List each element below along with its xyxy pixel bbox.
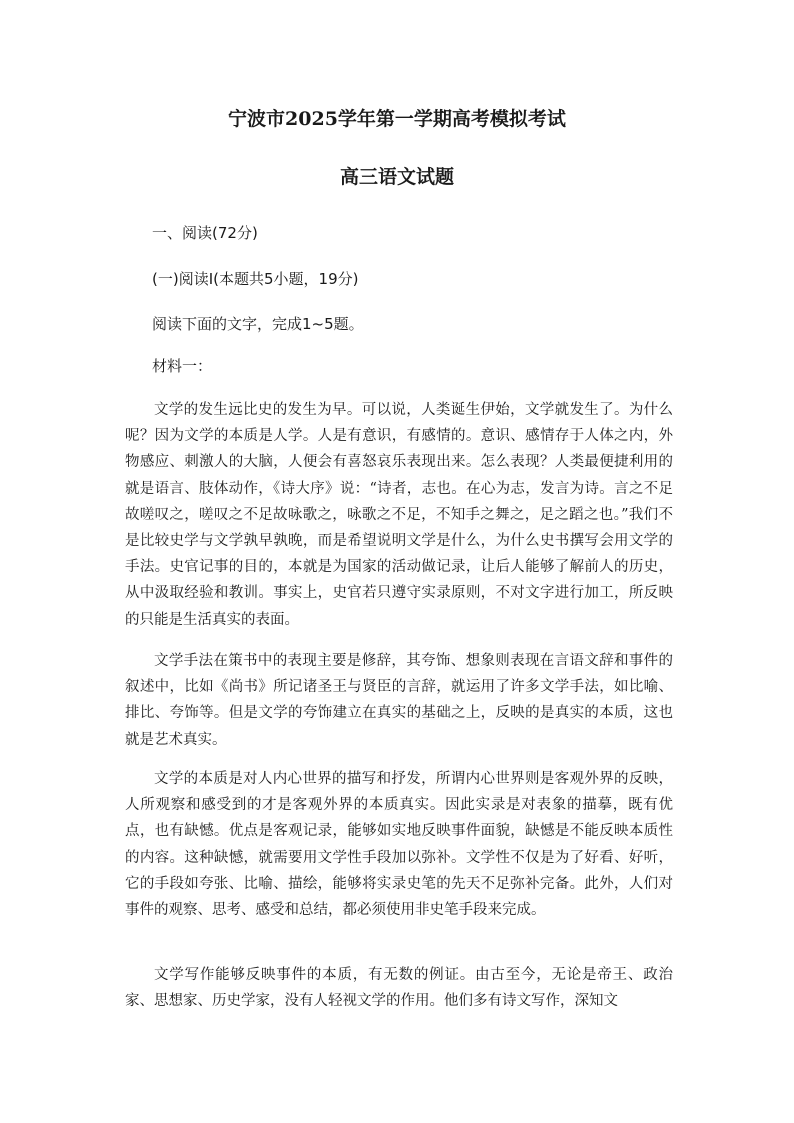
- subsection-heading: (一)阅读Ⅰ(本题共5小题，19分): [152, 270, 359, 288]
- paragraph: 文学的发生远比史的发生为早。可以说，人类诞生伊始，文学就发生了。为什么呢？因为文学的本质是人学。人是有意识，有感情的。意识、感情存于人体之内，外物感应、刺激人的大脑，人便会有喜怒哀乐表现出来。怎么表现？人类最便捷利用的就是语言、肢体动作，《诗大序》说：“诗者，志也。在心为志，发言为诗。言之不足故嗟叹之，嗟叹之不足故咏歌之，咏歌之不足，不知手之舞之，足之蹈之也。”我们不是比较史学与文学孰早孰晚，而是希望说明文学是什么，为什么史书撰写会用文学的手法。史官记事的目的，本就是为国家的活动做记录，让后人能够了解前人的历史，从中汲取经验和教训。事实上，史官若只遵守实录原则，不对文字进行加工，所反映的只能是生活真实的表面。: [125, 402, 673, 628]
- paragraph: 文学写作能够反映事件的本质，有无数的例证。由古至今，无论是帝王、政治家、思想家、历史学家，没有人轻视文学的作用。他们多有诗文写作，深知文: [125, 967, 673, 1010]
- exam-subtitle: 高三语文试题: [339, 166, 454, 188]
- paragraph: 文学手法在策书中的表现主要是修辞，其夸饰、想象则表现在言语文辞和事件的叙述中，比如《尚书》所记诸圣王与贤臣的言辞，就运用了许多文学手法，如比喻、排比、夸饰等。但是文学的夸饰建立在真实的基础之上，反映的是真实的本质，这也就是艺术真实。: [125, 653, 673, 748]
- reading-instruction: 阅读下面的文字，完成1~5题。: [152, 315, 364, 333]
- exam-title: 宁波市2025学年第一学期高考模拟考试: [228, 108, 566, 130]
- paragraph: 文学的本质是对人内心世界的描写和抒发，所谓内心世界则是客观外界的反映，人所观察和感受到的才是客观外界的本质真实。因此实录是对表象的描摹，既有优点，也有缺憾。优点是客观记录，能够如实地反映事件面貌，缺憾是不能反映本质性的内容。这种缺憾，就需要用文学性手段加以弥补。文学性不仅是为了好看、好听，它的手段如夸张、比喻、描绘，能够将实录史笔的先天不足弥补完备。此外，人们对事件的观察、思考、感受和总结，都必须使用非史笔手段来完成。: [125, 771, 673, 919]
- material-label: 材料一：: [152, 357, 213, 375]
- section-heading: 一、阅读(72分): [152, 224, 258, 242]
